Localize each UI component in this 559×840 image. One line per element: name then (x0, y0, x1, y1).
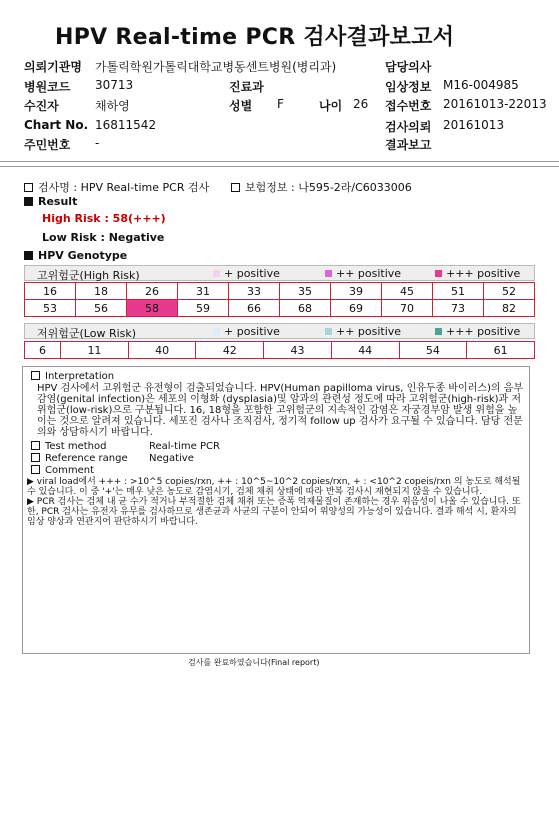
genotype-cell: 59 (178, 300, 229, 317)
low-risk-header: 저위험군(Low Risk) (37, 327, 137, 340)
square-bullet-icon (31, 441, 40, 450)
legend-label: + positive (224, 325, 280, 338)
interpretation-panel (22, 366, 530, 654)
genotype-cell: 45 (382, 283, 433, 300)
institution-value: 가톨릭학원가톨릭대학교병동센트병원(병리과) (95, 60, 337, 74)
low-risk-table (24, 341, 535, 359)
legend-plus-plus-plus (435, 267, 520, 280)
test-method-value: Real-time PCR (149, 441, 220, 452)
test-method-label: Test method (45, 441, 107, 452)
request-date-value: 20161013 (443, 118, 505, 132)
genotype-cell: 69 (331, 300, 382, 317)
square-bullet-icon (231, 183, 240, 192)
legend-swatch-icon (213, 328, 220, 335)
interpretation-heading (31, 371, 114, 382)
genotype-cell: 11 (61, 342, 129, 359)
genotype-cell: 43 (264, 342, 332, 359)
legend-label: +++ positive (446, 267, 521, 280)
genotype-cell: 66 (229, 300, 280, 317)
legend-swatch-icon (325, 270, 332, 277)
test-method-row (31, 441, 107, 452)
doctor-label: 담당의사 (385, 60, 432, 74)
genotype-heading (24, 249, 127, 262)
genotype-cell: 35 (280, 283, 331, 300)
legend-plus (213, 325, 280, 338)
filled-square-bullet-icon (24, 251, 33, 260)
genotype-cell: 51 (433, 283, 484, 300)
header-block (0, 0, 559, 160)
receipt-value: 20161013-22013 (443, 97, 547, 111)
legend-label: + positive (224, 267, 280, 280)
legend-label: ++ positive (336, 325, 402, 338)
genotype-cell: 82 (484, 300, 535, 317)
genotype-cell: 6 (25, 342, 61, 359)
filled-square-bullet-icon (24, 197, 33, 206)
high-risk-result: High Risk : 58(+++) (42, 212, 166, 225)
interpretation-text: HPV 검사에서 고위험군 유전형이 검출되었습니다. HPV(Human papilloma virus, 인유두종 바이러스)의 음부감염(genital infection)은 세포의 이형화 (dysplasia)및 암과의 관련성 정도에 따라 고위험군(high-risk)과 저위험군(low-risk)으로 구분됩니다. 16, 18형을 포함한 고위험군의 지속적인 감염은 자궁경부암 발생 위험을 높이는 것으로 알려져 있습니다. 세포진 검사나 조직검사, 정기적 follow up 검사가 요구될 수 있습니다. 담당 전문의와 상담하시기 바랍니다. (37, 383, 524, 438)
resident-no-value: - (95, 136, 100, 150)
genotype-cell: 56 (76, 300, 127, 317)
genotype-cell: 70 (382, 300, 433, 317)
hospital-code-label: 병원코드 (24, 80, 71, 94)
chart-no-label: Chart No. (24, 118, 89, 132)
exam-name: 검사명 : HPV Real-time PCR 검사 (38, 181, 210, 194)
result-label: Result (38, 195, 78, 208)
table-row (25, 283, 535, 300)
reference-range-value: Negative (149, 453, 194, 464)
patient-value: 채하영 (95, 99, 130, 113)
final-report-note: 검사를 완료하였습니다(Final report) (188, 658, 320, 667)
genotype-cell: 16 (25, 283, 76, 300)
table-row (25, 300, 535, 317)
high-risk-table (24, 282, 535, 317)
genotype-cell: 53 (25, 300, 76, 317)
genotype-cell: 40 (128, 342, 196, 359)
genotype-cell: 73 (433, 300, 484, 317)
exam-name-line (24, 179, 209, 195)
sex-label: 성별 (229, 99, 253, 113)
comment-text: viral load에서 +++ : >10^5 copies/rxn, ++ : 10^5~10^2 copies/rxn, + : <10^2 copeis/rxn 의 농도로 해석될 수 있습니다. 이 중 '+'는 매우 낮은 농도로 감염시기, 검체 채취 상태에 따라 반복 검사시 재현되지 않을 수 있습니다. (27, 477, 521, 497)
insurance-info: 보험정보 : 나595-2라/C6033006 (245, 181, 412, 194)
low-risk-result: Low Risk : Negative (42, 231, 165, 244)
institution-label: 의뢰기관명 (24, 60, 82, 74)
hospital-code-value: 30713 (95, 78, 134, 92)
comment-item: ▶ PCR 검사는 검체 내 균 수가 적거나 부적절한 검체 채취 또는 증폭 억제물질이 존재하는 경우 위음성이 나올 수 있습니다. 또한, PCR 검사는 유전자 유무를 검사하므로 생존균과 사균의 구분이 안되어 위양성의 가능성이 있습니다. 결과 해석 시, 환자의 임상 양상과 연관지어 판단하시기 바랍니다. (27, 497, 521, 527)
clinical-info-value: M16-004985 (443, 78, 519, 92)
legend-label: ++ positive (336, 267, 402, 280)
genotype-cell: 39 (331, 283, 382, 300)
age-value: 26 (353, 97, 369, 111)
genotype-cell: 31 (178, 283, 229, 300)
genotype-cell: 42 (196, 342, 264, 359)
genotype-cell: 33 (229, 283, 280, 300)
legend-plus-plus (325, 267, 401, 280)
divider (0, 166, 559, 167)
interpretation-label: Interpretation (45, 371, 115, 382)
clinical-info-label: 임상정보 (385, 80, 432, 94)
divider (0, 161, 559, 162)
low-risk-header-row (24, 323, 535, 339)
legend-plus-plus-plus (435, 325, 520, 338)
square-bullet-icon (24, 183, 33, 192)
comment-text: PCR 검사는 검체 내 균 수가 적거나 부적절한 검체 채취 또는 증폭 억제물질이 존재하는 경우 위음성이 나올 수 있습니다. 또한, PCR 검사는 유전자 유무를 검사하므로 생존균과 사균의 구분이 안되어 위양성의 가능성이 있습니다. 결과 해석 시, 환자의 임상 양상과 연관지어 판단하시기 바랍니다. (27, 497, 521, 527)
legend-swatch-icon (213, 270, 220, 277)
genotype-cell: 61 (467, 342, 535, 359)
genotype-cell: 18 (76, 283, 127, 300)
sex-value: F (277, 97, 284, 111)
genotype-cell: 68 (280, 300, 331, 317)
comment-label: Comment (45, 465, 94, 476)
age-label: 나이 (319, 99, 343, 113)
genotype-cell: 52 (484, 283, 535, 300)
legend-swatch-icon (435, 270, 442, 277)
high-risk-header-row (24, 265, 535, 281)
insurance-line (231, 179, 412, 195)
result-heading (24, 195, 77, 208)
legend-plus (213, 267, 280, 280)
square-bullet-icon (31, 465, 40, 474)
legend-label: +++ positive (446, 325, 521, 338)
genotype-cell: 26 (127, 283, 178, 300)
square-bullet-icon (31, 453, 40, 462)
high-risk-header: 고위험군(High Risk) (37, 269, 140, 282)
report-title: HPV Real-time PCR 검사결과보고서 (55, 25, 455, 50)
comment-item: ▶ viral load에서 +++ : >10^5 copies/rxn, ++ : 10^5~10^2 copies/rxn, + : <10^2 copeis/rxn 의 농도로 해석될 수 있습니다. 이 중 '+'는 매우 낮은 농도로 감염시기, 검체 채취 상태에 따라 반복 검사시 재현되지 않을 수 있습니다. (27, 477, 521, 497)
dept-label: 진료과 (229, 80, 264, 94)
genotype-cell: 44 (331, 342, 399, 359)
legend-plus-plus (325, 325, 401, 338)
comment-heading (31, 465, 94, 476)
table-row (25, 342, 535, 359)
chart-no-value: 16811542 (95, 118, 157, 132)
legend-swatch-icon (325, 328, 332, 335)
genotype-label: HPV Genotype (38, 249, 128, 262)
patient-label: 수진자 (24, 99, 59, 113)
square-bullet-icon (31, 371, 40, 380)
genotype-cell: 54 (399, 342, 467, 359)
receipt-label: 접수번호 (385, 99, 432, 113)
report-label: 결과보고 (385, 138, 432, 152)
request-date-label: 검사의뢰 (385, 120, 432, 134)
reference-range-label: Reference range (45, 453, 128, 464)
reference-range-row (31, 453, 128, 464)
resident-no-label: 주민번호 (24, 138, 71, 152)
legend-swatch-icon (435, 328, 442, 335)
genotype-cell: 58 (127, 300, 178, 317)
